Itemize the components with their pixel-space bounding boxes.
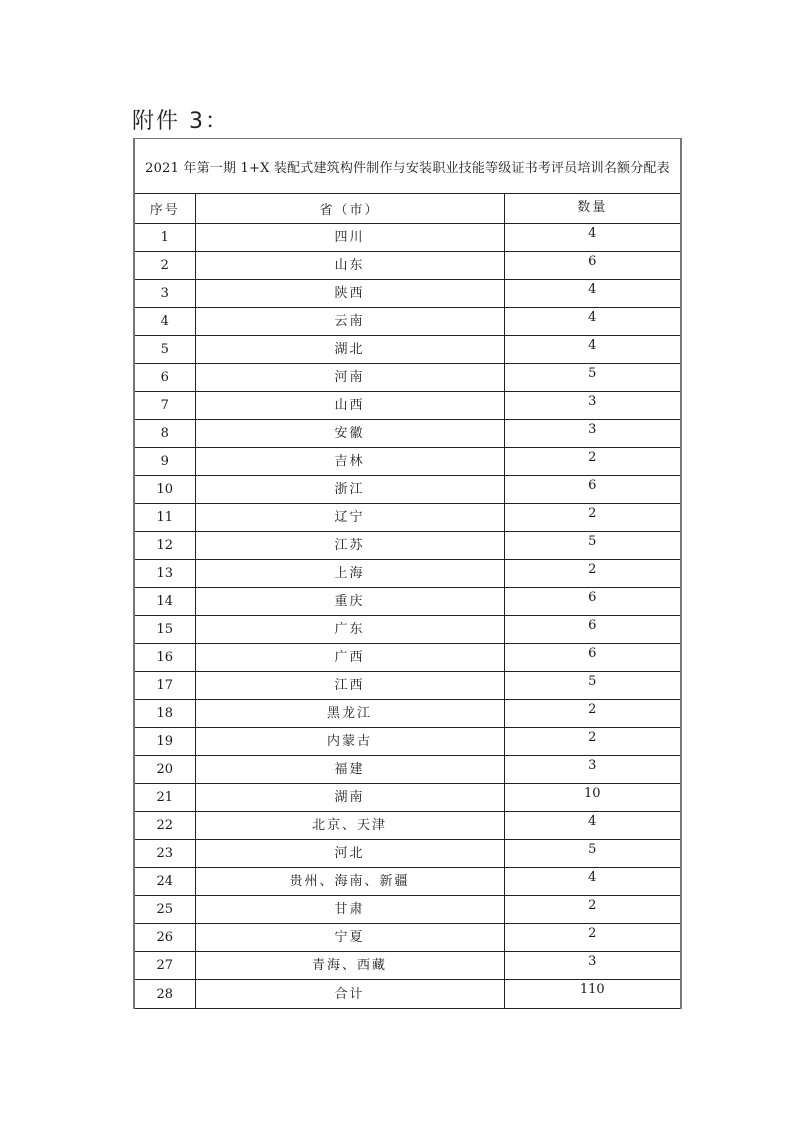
cell-quantity: 5: [504, 840, 681, 868]
cell-seq: 2: [134, 252, 195, 280]
cell-quantity: 4: [504, 868, 681, 896]
quota-allocation-table: [133, 138, 682, 1009]
table-row: [134, 840, 681, 868]
cell-quantity: 4: [504, 280, 681, 308]
cell-province: 山东: [195, 252, 504, 280]
table-row: [134, 812, 681, 840]
cell-seq: 11: [134, 504, 195, 532]
cell-quantity: 4: [504, 812, 681, 840]
cell-quantity: 6: [504, 476, 681, 504]
cell-quantity: 110: [504, 980, 681, 1009]
cell-quantity: 3: [504, 420, 681, 448]
cell-quantity: 2: [504, 560, 681, 588]
cell-quantity: 2: [504, 924, 681, 952]
table-row: [134, 504, 681, 532]
cell-province: 内蒙古: [195, 728, 504, 756]
table-row: [134, 700, 681, 728]
cell-province: 江西: [195, 672, 504, 700]
cell-province: 甘肃: [195, 896, 504, 924]
cell-seq: 3: [134, 280, 195, 308]
cell-province: 上海: [195, 560, 504, 588]
cell-seq: 10: [134, 476, 195, 504]
cell-province: 合计: [195, 980, 504, 1009]
table-row: [134, 308, 681, 336]
cell-seq: 14: [134, 588, 195, 616]
cell-quantity: 3: [504, 756, 681, 784]
cell-quantity: 6: [504, 588, 681, 616]
cell-quantity: 6: [504, 644, 681, 672]
cell-quantity: 2: [504, 504, 681, 532]
cell-seq: 5: [134, 336, 195, 364]
table-header-row: [134, 194, 681, 224]
cell-seq: 22: [134, 812, 195, 840]
cell-seq: 1: [134, 224, 195, 252]
table-row: [134, 448, 681, 476]
table-row: [134, 336, 681, 364]
cell-seq: 28: [134, 980, 195, 1009]
table-title-row: [134, 139, 681, 194]
table-row: [134, 952, 681, 980]
cell-province: 北京、天津: [195, 812, 504, 840]
table-body: [134, 224, 681, 1009]
table-row: [134, 728, 681, 756]
table-row: [134, 252, 681, 280]
cell-quantity: 2: [504, 728, 681, 756]
table-row: [134, 672, 681, 700]
table-row: [134, 756, 681, 784]
cell-province: 四川: [195, 224, 504, 252]
table-row: [134, 616, 681, 644]
cell-seq: 7: [134, 392, 195, 420]
cell-seq: 6: [134, 364, 195, 392]
cell-seq: 21: [134, 784, 195, 812]
header-province: 省（市）: [195, 194, 504, 224]
cell-quantity: 4: [504, 224, 681, 252]
cell-province: 广东: [195, 616, 504, 644]
cell-province: 重庆: [195, 588, 504, 616]
attachment-label: 附件 3：: [132, 109, 229, 134]
cell-seq: 17: [134, 672, 195, 700]
cell-province: 陕西: [195, 280, 504, 308]
cell-seq: 18: [134, 700, 195, 728]
cell-province: 山西: [195, 392, 504, 420]
cell-province: 江苏: [195, 532, 504, 560]
table-row: [134, 280, 681, 308]
cell-seq: 24: [134, 868, 195, 896]
table-row: [134, 980, 681, 1009]
cell-seq: 4: [134, 308, 195, 336]
cell-seq: 9: [134, 448, 195, 476]
quota-allocation-table-container: [133, 138, 680, 1009]
table-row: [134, 924, 681, 952]
cell-province: 云南: [195, 308, 504, 336]
cell-province: 宁夏: [195, 924, 504, 952]
table-title: 2021 年第一期 1+X 装配式建筑构件制作与安装职业技能等级证书考评员培训名额分配表: [134, 139, 681, 194]
cell-province: 黑龙江: [195, 700, 504, 728]
cell-quantity: 2: [504, 448, 681, 476]
table-row: [134, 476, 681, 504]
cell-province: 广西: [195, 644, 504, 672]
cell-seq: 23: [134, 840, 195, 868]
cell-quantity: 6: [504, 252, 681, 280]
cell-quantity: 3: [504, 952, 681, 980]
cell-province: 湖南: [195, 784, 504, 812]
cell-province: 河北: [195, 840, 504, 868]
cell-quantity: 2: [504, 700, 681, 728]
cell-quantity: 5: [504, 364, 681, 392]
table-row: [134, 364, 681, 392]
cell-quantity: 5: [504, 532, 681, 560]
cell-seq: 20: [134, 756, 195, 784]
cell-quantity: 4: [504, 336, 681, 364]
table-row: [134, 644, 681, 672]
cell-seq: 25: [134, 896, 195, 924]
table-row: [134, 896, 681, 924]
cell-province: 安徽: [195, 420, 504, 448]
cell-province: 吉林: [195, 448, 504, 476]
table-row: [134, 532, 681, 560]
cell-seq: 12: [134, 532, 195, 560]
cell-seq: 13: [134, 560, 195, 588]
cell-quantity: 2: [504, 896, 681, 924]
cell-seq: 26: [134, 924, 195, 952]
table-row: [134, 224, 681, 252]
cell-seq: 8: [134, 420, 195, 448]
cell-seq: 27: [134, 952, 195, 980]
cell-quantity: 6: [504, 616, 681, 644]
cell-quantity: 5: [504, 672, 681, 700]
cell-quantity: 10: [504, 784, 681, 812]
cell-quantity: 3: [504, 392, 681, 420]
cell-seq: 16: [134, 644, 195, 672]
cell-seq: 15: [134, 616, 195, 644]
cell-seq: 19: [134, 728, 195, 756]
cell-province: 湖北: [195, 336, 504, 364]
header-seq: 序号: [134, 194, 195, 224]
cell-quantity: 4: [504, 308, 681, 336]
cell-province: 辽宁: [195, 504, 504, 532]
cell-province: 福建: [195, 756, 504, 784]
table-row: [134, 868, 681, 896]
header-quantity: 数量: [504, 194, 681, 224]
table-row: [134, 784, 681, 812]
table-row: [134, 560, 681, 588]
table-row: [134, 392, 681, 420]
cell-province: 青海、西藏: [195, 952, 504, 980]
table-row: [134, 420, 681, 448]
cell-province: 河南: [195, 364, 504, 392]
cell-province: 贵州、海南、新疆: [195, 868, 504, 896]
cell-province: 浙江: [195, 476, 504, 504]
table-row: [134, 588, 681, 616]
